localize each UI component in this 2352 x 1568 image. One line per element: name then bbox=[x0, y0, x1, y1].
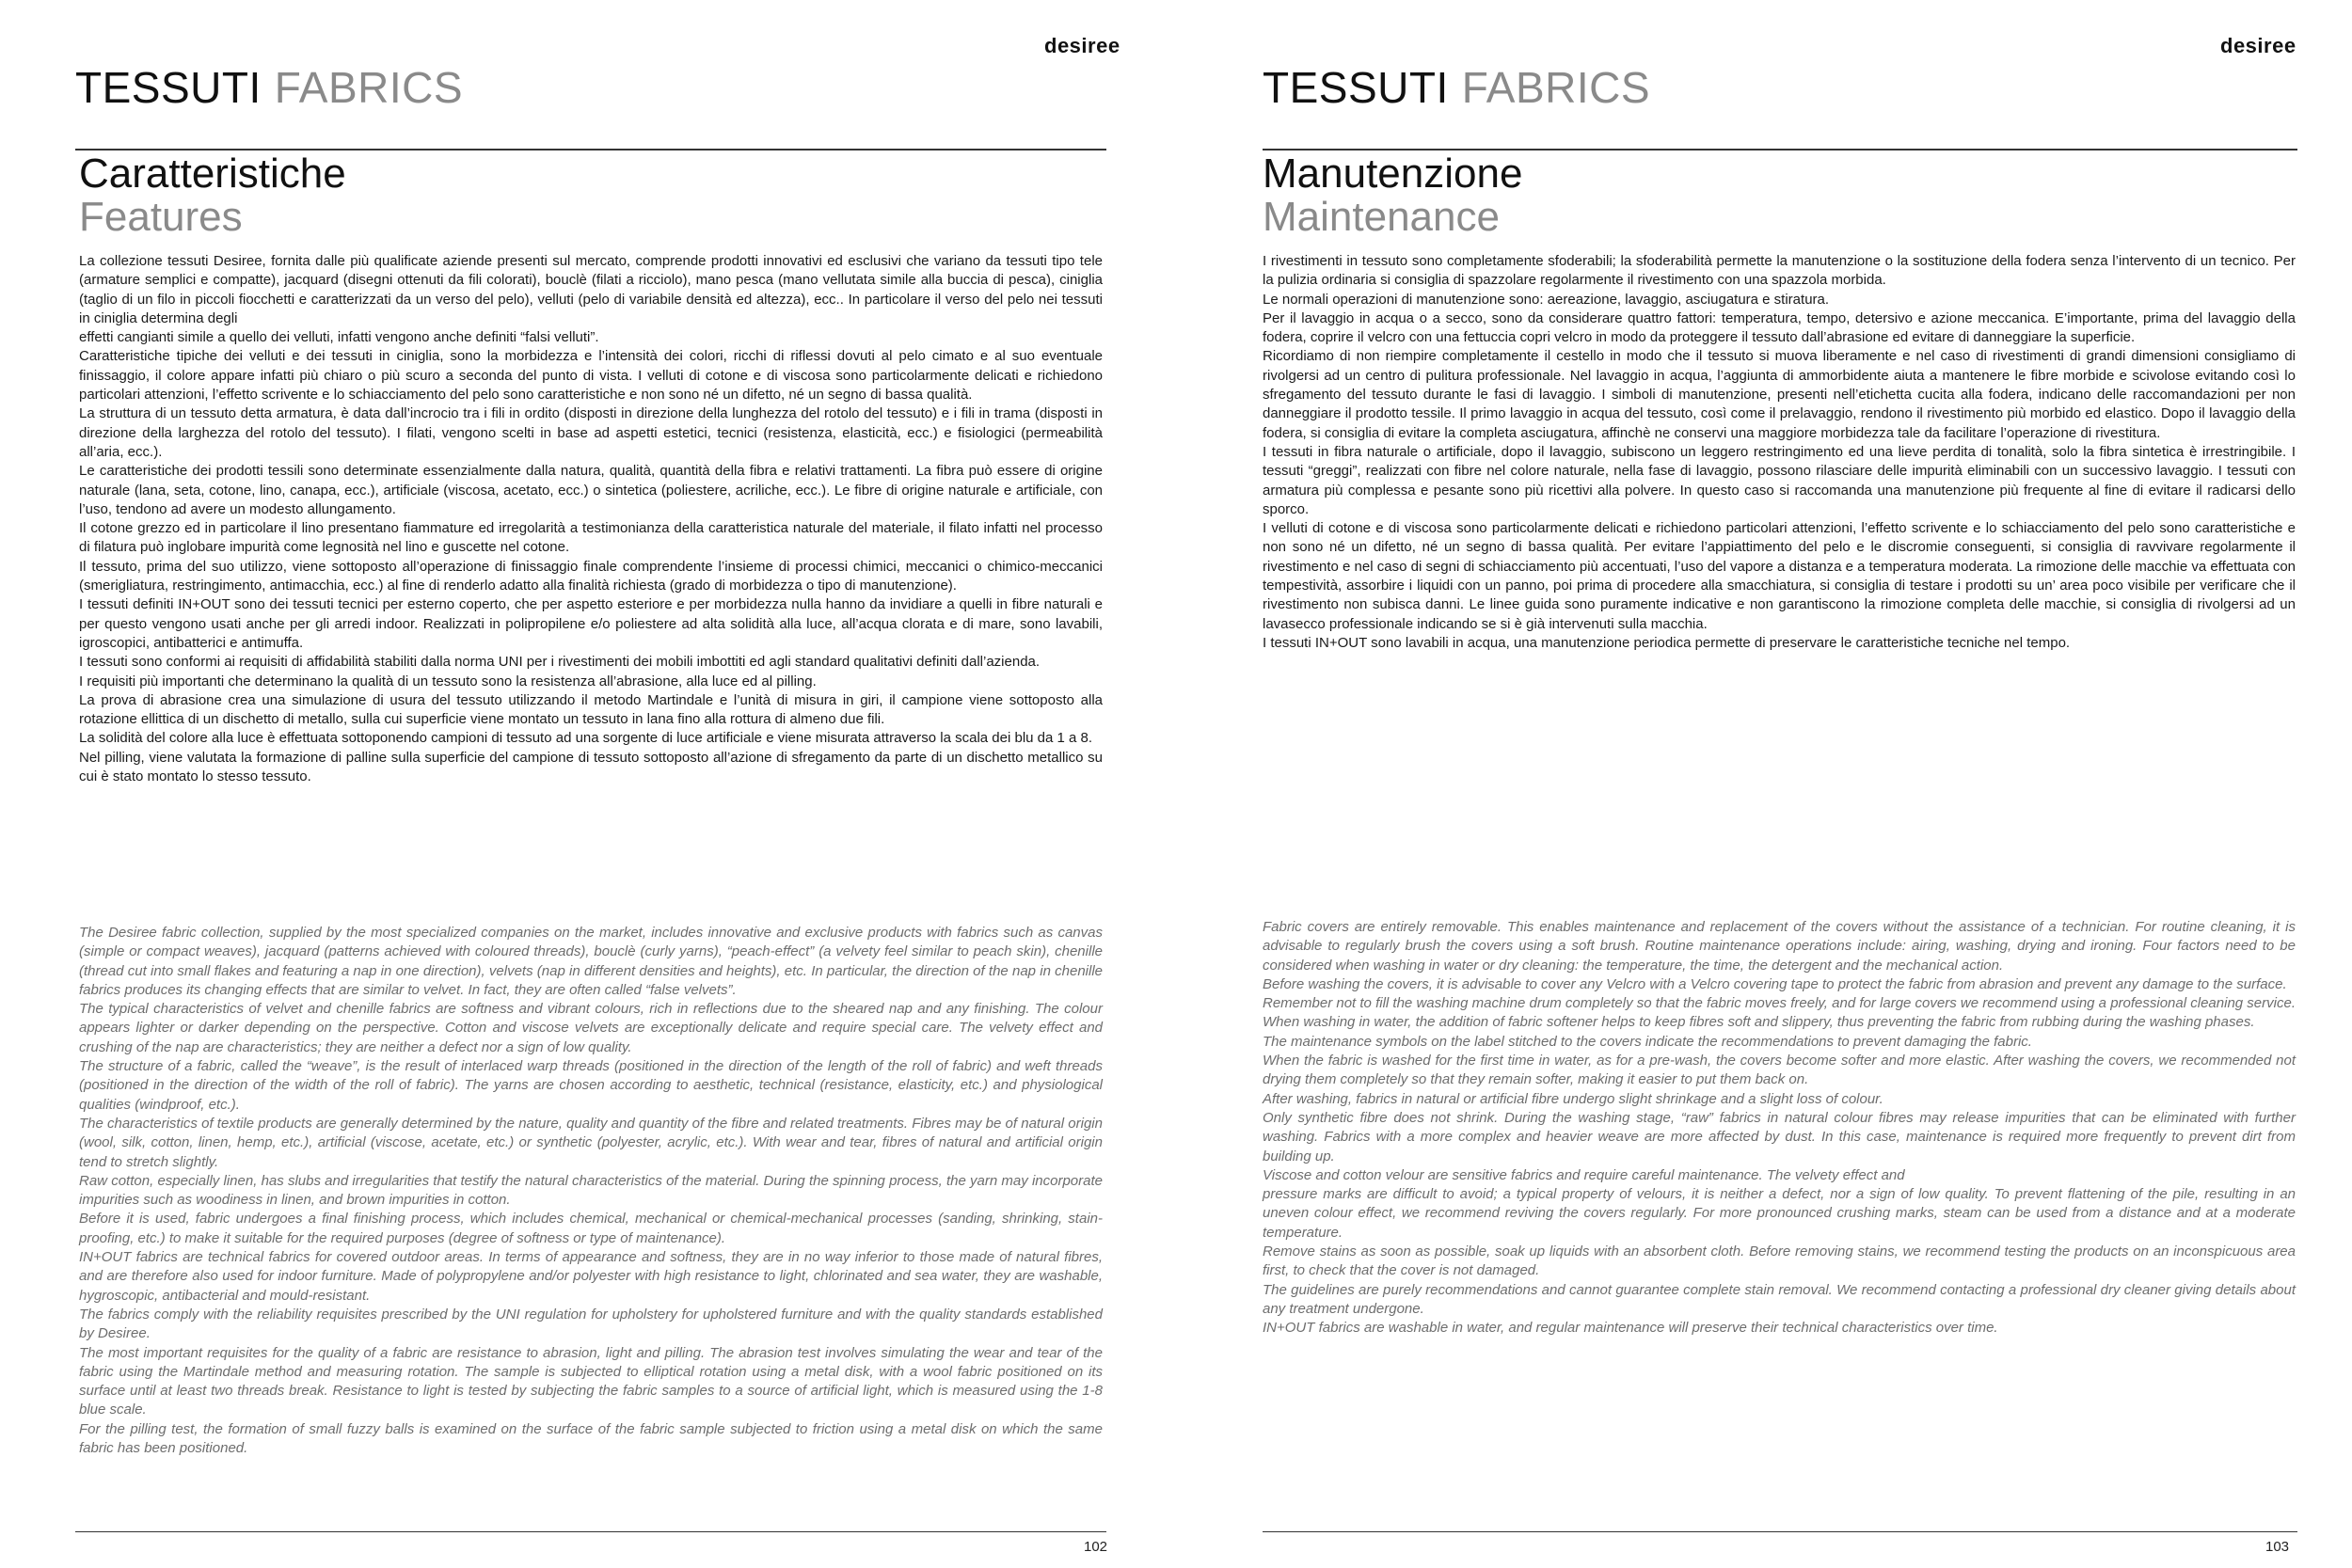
paragraph: La collezione tessuti Desiree, fornita dalle più qualificate aziende presenti sul mercato, comprende prodotti innovativi ed esclusivi che variano da tessuti tipo tele (armature semplici e compatte), jacquard (disegni ottenuti da fili colorati), bouclè (filati a ricciolo), mano pesca (mano vellutata simile alla buccia di pesca), ciniglia (taglio di un filo in piccoli fiocchetti e caratterizzati da un verso del pelo), velluti (pelo di variabile densità ed altezza), ecc.. In particolare il verso del pelo nei tessuti in ciniglia determina degli bbox=[79, 253, 1103, 326]
paragraph: The guidelines are purely recommendations and cannot guarantee complete stain removal. We recommend contacting a professional dry cleaner giving details about any treatment undergone. bbox=[1263, 1281, 2296, 1317]
paragraph: Per il lavaggio in acqua o a secco, sono da considerare quattro fattori: temperatura, tempo, detersivo e azione meccanica. E’importante, prima del lavaggio della fodera, coprire il velcro con una fettuccia copri velcro in modo da proteggere il tessuto dall’abrasione ed evitare di danneggiare la superficie. bbox=[1263, 309, 2296, 346]
paragraph: I tessuti definiti IN+OUT sono dei tessuti tecnici per esterno coperto, che per aspetto esteriore e per morbidezza nulla hanno da invidiare a quelli in fibre naturali e per questo vengono usati anche per gli arredi indoor. Realizzati in polipropilene e/o poliestere ad alta solidità alla luce, all’acqua clorata e di mare, sono lavabili, igroscopici, antibatterici e antimuffa. bbox=[79, 596, 1103, 651]
italian-body-text bbox=[79, 252, 1103, 786]
paragraph: I tessuti sono conformi ai requisiti di affidabilità stabiliti dalla norma UNI per i rivestimenti dei mobili imbottiti ed agli standard qualitativi definiti dall’azienda. bbox=[79, 654, 1041, 671]
paragraph: Only synthetic fibre does not shrink. During the washing stage, “raw” fabrics in natural colour fibres may release impurities that can be eliminated with further washing. Fabrics with a more complex and heavier weave are more affected by dust. In this case, maintenance is required more frequently to prevent dirt from building up. bbox=[1263, 1109, 2296, 1164]
paragraph: Before it is used, fabric undergoes a final finishing process, which includes chemical, mechanical or chemical-mechanical processes (sanding, shrinking, stain-proofing, etc.) to make it suitable for the required purposes (degree of softness or type of maintenance). bbox=[79, 1211, 1103, 1246]
paragraph: The fabrics comply with the reliability requisites prescribed by the UNI regulation for upholstery for upholstered furniture and with the quality standards established by Desiree. bbox=[79, 1306, 1103, 1342]
paragraph: effetti cangianti simile a quello dei velluti, infatti vengono anche definiti “falsi velluti”. bbox=[79, 329, 599, 346]
paragraph: The characteristics of textile products are generally determined by the nature, quality and quantity of the fibre and related treatments. Fibres may be of natural origin (wool, silk, cotton, linen, hemp, etc.), artificial (viscose, acetate, etc.) or synthetic (polyester, acrylic, etc.). With wear and tear, fibres of natural and artificial origin tend to stretch slightly. bbox=[79, 1115, 1103, 1170]
paragraph: Caratteristiche tipiche dei velluti e dei tessuti in ciniglia, sono la morbidezza e l’intensità dei colori, ricchi di riflessi dovuti al pelo cimato e al suo eventuale finissaggio, il colore appare infatti più chiaro o più scuro a seconda del punto di vista. I velluti di cotone e di viscosa sono particolarmente delicati e richiedono particolari attenzioni, l’effetto scrivente e lo schiacciamento del pelo sono caratteristiche e non sono né un difetto, né un segno di bassa qualità. bbox=[79, 348, 1103, 404]
page-title bbox=[75, 62, 463, 113]
paragraph: The most important requisites for the quality of a fabric are resistance to abrasion, light and pilling. The abrasion test involves simulating the wear and tear of the fabric using the Martindale method and measuring rotation. The sample is subjected to elliptical rotation using a metal disk, with a wool fabric positioned on its surface until at least two threads break. Resistance to light is tested by subjecting the fabric samples to a source of artificial light, which is measured using the 1-8 blue scale. bbox=[79, 1344, 1103, 1418]
section-title-english: Maintenance bbox=[1263, 194, 1500, 240]
paragraph: The maintenance symbols on the label stitched to the covers indicate the recommendations to prevent damaging the fabric. bbox=[1263, 1033, 2032, 1050]
paragraph: I velluti di cotone e di viscosa sono particolarmente delicati e richiedono particolari attenzioni, l’effetto scrivente e lo schiacciamento del pelo sono caratteristiche e non sono né un difetto, né un segno di bassa qualità. Per evitare l’appiattimento del pelo e le discromie conseguenti, si consiglia di ravvivare regolarmente il rivestimento e nel caso di segni di schiacciamento più accentuati, l’uso del vapore a distanza e a temperatura moderata. La rimozione delle macchie va effettuata con tempestività, assorbire i liquidi con un panno, poi prima di procedere alla smacchiatura, si consiglia di testare i prodotti su un’ area poco visibile per verificare che il rivestimento non subisca danni. Le linee guida sono puramente indicative e non garantiscono la rimozione completa delle macchie, si consiglia di rivolgersi ad un lavasecco professionale indicando se si è già intervenuti sulla macchia. bbox=[1263, 520, 2296, 632]
brand-logo: desiree bbox=[1044, 34, 1120, 57]
bottom-divider bbox=[75, 1531, 1106, 1532]
paragraph: Le normali operazioni di manutenzione sono: aereazione, lavaggio, asciugatura e stiratura. bbox=[1263, 291, 1830, 308]
section-heading bbox=[79, 152, 346, 239]
paragraph: Before washing the covers, it is advisable to cover any Velcro with a Velcro covering tape to protect the fabric from abrasion and prevent any damage to the surface. bbox=[1263, 975, 2287, 992]
paragraph: La prova di abrasione crea una simulazione di usura del tessuto utilizzando il metodo Martindale e l’unità di misura in giri, il campione viene sottoposto alla rotazione ellittica di un dischetto di metallo, sulla cui superficie viene montato un tessuto in lana fino alla rottura di almeno due fili. bbox=[79, 691, 1103, 728]
paragraph: After washing, fabrics in natural or artificial fibre undergo slight shrinkage and a slight loss of colour. bbox=[1263, 1090, 1883, 1107]
page-title bbox=[1263, 62, 1650, 113]
title-english: FABRICS bbox=[1461, 63, 1651, 112]
paragraph: Remember not to fill the washing machine drum completely so that the fabric moves freely, and for large covers we recommend using a professional cleaning service. When washing in water, the addition of fabric softener helps to keep fibres soft and slippery, thus preventing the fabric from rubbing during the washing phases. bbox=[1263, 995, 2296, 1031]
paragraph: IN+OUT fabrics are technical fabrics for covered outdoor areas. In terms of appearance and softness, they are in no way inferior to those made of natural fibres, and are therefore also used for indoor furniture. Made of polypropylene and/or polyester with high resistance to light, chlorinated and sea water, they are washable, hygroscopic, antibacterial and mould-resistant. bbox=[79, 1249, 1103, 1304]
italian-body-text bbox=[1263, 252, 2296, 653]
paragraph: Ricordiamo di non riempire completamente il cestello in modo che il tessuto si muova liberamente e nel caso di rivestimenti di grandi dimensioni consigliamo di rivolgersi ad un centro di pulitura professionale. Nel lavaggio in acqua, l’aggiunta di ammorbidente aiuta a mantenere le fibre morbide e scivolose evitando così lo sfregamento del tessuto durante le fasi di lavaggio. I simboli di manutenzione, presenti nell’etichetta cucita alla fodera, indicano delle raccomandazioni per non danneggiare il prodotto tessile. Il primo lavaggio in acqua del tessuto, così come il prelavaggio, rendono il rivestimento più morbido ed elastico. Dopo il lavaggio della fodera, si consiglia di evitare la completa asciugatura, affinchè ne conservi una maggiore morbidezza tale da facilitare l’operazione di rivestitura. bbox=[1263, 348, 2296, 441]
paragraph: I tessuti in fibra naturale o artificiale, dopo il lavaggio, subiscono un leggero restringimento ed una lieve perdita di tonalità, solo la fibra sintetica è irrestringibile. I tessuti “greggi”, realizzati con fibre nel colore naturale, nella fase di lavaggio, possono rilasciare delle impurità eliminabili con un successivo lavaggio. I tessuti con armatura più complessa e pesante sono più ricettivi alla polvere. In questo caso si raccomanda una manutenzione più frequente al fine di evitare il radicarsi dello sporco. bbox=[1263, 443, 2296, 517]
paragraph: The Desiree fabric collection, supplied by the most specialized companies on the market, includes innovative and exclusive products with fabrics such as canvas (simple or compact weaves), jacquard (patterns achieved with coloured threads), bouclè (curly yarns), “peach-effect” (a velvety feel similar to peach skin), chenille (thread cut into small flakes and featuring a nap in one direction), velvets (nap in different densities and heights), etc. In particular, the direction of the nap in chenille fabrics produces its changing effects that are similar to velvet. In fact, they are often called “false velvets”. bbox=[79, 925, 1103, 998]
brand-logo: desiree bbox=[2220, 34, 2296, 57]
paragraph: La solidità del colore alla luce è effettuata sottoponendo campioni di tessuto ad una sorgente di luce artificiale e viene misurata attraverso la scala dei blu da 1 a 8. bbox=[79, 730, 1093, 747]
paragraph: I tessuti IN+OUT sono lavabili in acqua, una manutenzione periodica permette di preservare le caratteristiche tecniche nel tempo. bbox=[1263, 634, 2071, 651]
paragraph: For the pilling test, the formation of small fuzzy balls is examined on the surface of the fabric sample subjected to friction using a metal disk on which the same fabric has been positioned. bbox=[79, 1420, 1103, 1457]
paragraph: Remove stains as soon as possible, soak up liquids with an absorbent cloth. Before removing stains, we recommend testing the products on an inconspicuous area first, to check that the cover is not damaged. bbox=[1263, 1243, 2296, 1279]
paragraph: pressure marks are difficult to avoid; a typical property of velours, it is neither a defect, nor a sign of low quality. To prevent flattening of the pile, resulting in an uneven colour effect, we recommend reviving the covers regularly. For more pronounced crushing marks, steam can be used from a distance and at a moderate temperature. bbox=[1263, 1186, 2296, 1241]
paragraph: Il tessuto, prima del suo utilizzo, viene sottoposto all’operazione di finissaggio finale comprendente l’insieme di processi chimici, meccanici o chimico-meccanici (smerigliatura, restringimento, antimacchia, ecc.) al fine di renderlo adatto alla finalità richiesta (grado di morbidezza o tipo di manutenzione). bbox=[79, 558, 1103, 594]
paragraph: Fabric covers are entirely removable. This enables maintenance and replacement of the covers without the assistance of a technician. For routine cleaning, it is advisable to regularly brush the covers using a soft brush. Routine maintenance operations include: airing, washing, drying and ironing. Four factors need to be considered when washing in water or dry cleaning: the temperature, the time, the detergent and the mechanical action. bbox=[1263, 919, 2296, 974]
bottom-divider bbox=[1263, 1531, 2297, 1532]
english-body-text bbox=[79, 924, 1103, 1458]
section-heading bbox=[1263, 152, 1522, 239]
paragraph: The structure of a fabric, called the “weave”, is the result of interlaced warp threads (positioned in the direction of the length of the roll of fabric) and weft threads (positioned in the direction of the width of the roll of fabric). The yarns are chosen according to aesthetic, technical (resistance, elasticity, etc.) and physiological qualities (windproof, etc.). bbox=[79, 1058, 1103, 1113]
paragraph: Le caratteristiche dei prodotti tessili sono determinate essenzialmente dalla natura, qualità, quantità della fibra e relativi trattamenti. La fibra può essere di origine naturale (lana, seta, cotone, lino, canapa, ecc.), artificiale (viscosa, acetato, ecc.) o sintetica (poliestere, acriliche, ecc.). Le fibre di origine naturale e artificiale, con l’uso, tendono ad avere un modesto allungamento. bbox=[79, 463, 1103, 517]
title-italian: TESSUTI bbox=[1263, 63, 1449, 112]
paragraph: Nel pilling, viene valutata la formazione di palline sulla superficie del campione di tessuto sottoposto all’azione di sfregamento da parte di un dischetto metallico su cui è stato montato lo stesso tessuto. bbox=[79, 749, 1103, 785]
section-title-italian: Manutenzione bbox=[1263, 150, 1523, 197]
section-title-english: Features bbox=[79, 194, 243, 240]
paragraph: When the fabric is washed for the first time in water, as for a pre-wash, the covers become softer and more elastic. After washing the covers, we recommended not drying them completely so that they remain softer, making it easier to put them back on. bbox=[1263, 1053, 2296, 1088]
paragraph: Il cotone grezzo ed in particolare il lino presentano fiammature ed irregolarità a testimonianza della caratteristica naturale del materiale, il filato infatti nel processo di filatura può inglobare impurità come legnosità nel lino e guscette nel cotone. bbox=[79, 520, 1103, 556]
title-italian: TESSUTI bbox=[75, 63, 262, 112]
section-title-italian: Caratteristiche bbox=[79, 150, 346, 197]
title-english: FABRICS bbox=[274, 63, 464, 112]
right-page bbox=[1176, 0, 2352, 1568]
paragraph: La struttura di un tessuto detta armatura, è data dall’incrocio tra i fili in ordito (disposti in direzione della lunghezza del rotolo del tessuto) e i fili in trama (disposti in direzione della larghezza del rotolo del tessuto). I filati, vengono scelti in base ad aspetti estetici, tecnici (resistenza, elasticità, ecc.) e fisiologici (permeabilità all’aria, ecc.). bbox=[79, 405, 1103, 460]
page-number: 103 bbox=[2265, 1539, 2290, 1555]
paragraph: IN+OUT fabrics are washable in water, and regular maintenance will preserve their technical characteristics over time. bbox=[1263, 1320, 1998, 1337]
paragraph: The typical characteristics of velvet and chenille fabrics are softness and vibrant colours, rich in reflections due to the sheared nap and any finishing. The colour appears lighter or darker depending on the perspective. Cotton and viscose velvets are exceptionally delicate and require special care. The velvety effect and crushing of the nap are characteristics; they are neither a defect nor a sign of low quality. bbox=[79, 1001, 1103, 1055]
paragraph: I rivestimenti in tessuto sono completamente sfoderabili; la sfoderabilità permette la manutenzione o la sostituzione della fodera senza l’intervento di un tecnico. Per la pulizia ordinaria si consiglia di spazzolare regolarmente il rivestimento con una spazzola morbida. bbox=[1263, 253, 2296, 289]
page-number: 102 bbox=[1084, 1539, 1108, 1555]
paragraph: Viscose and cotton velour are sensitive fabrics and require careful maintenance. The velvety effect and bbox=[1263, 1166, 1905, 1183]
paragraph: I requisiti più importanti che determinano la qualità di un tessuto sono la resistenza all’abrasione, alla luce ed al pilling. bbox=[79, 673, 817, 689]
paragraph: Raw cotton, especially linen, has slubs and irregularities that testify the natural characteristics of the material. During the spinning process, the yarn may incorporate impurities such as woodiness in linen, and brown impurities in cotton. bbox=[79, 1172, 1103, 1209]
english-body-text bbox=[1263, 918, 2296, 1338]
